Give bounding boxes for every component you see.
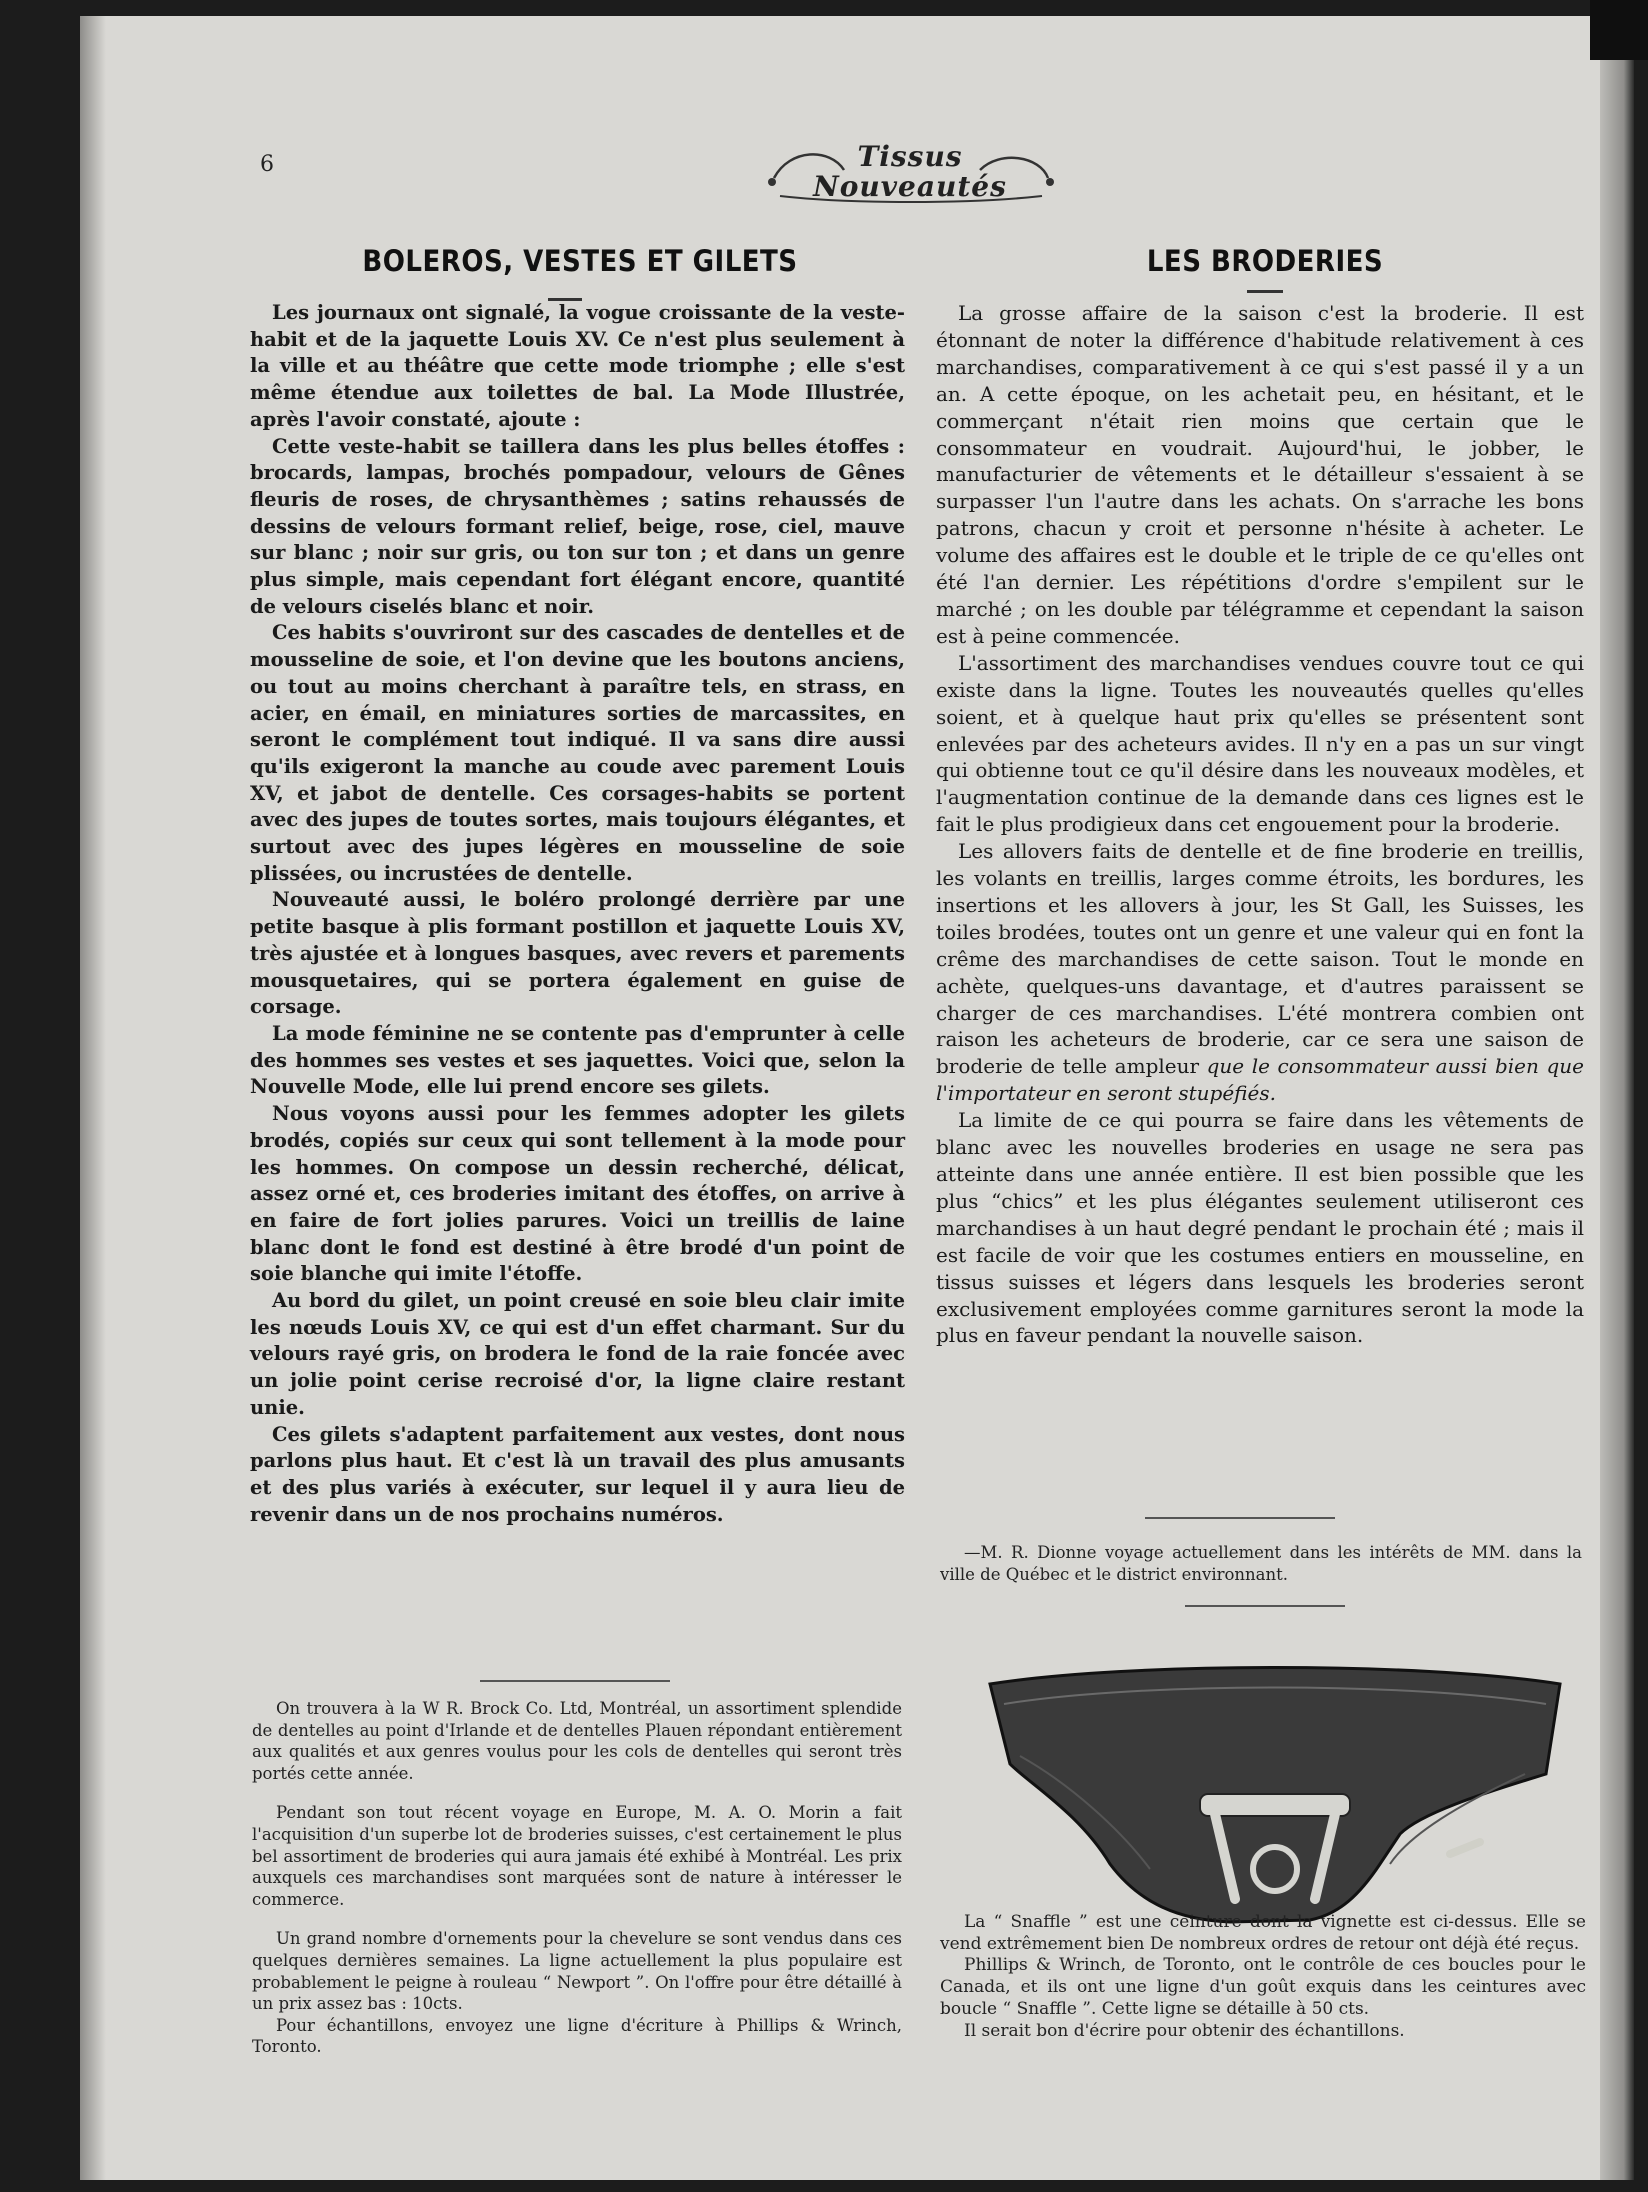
belt-image bbox=[980, 1664, 1570, 1924]
right-divider-2 bbox=[1185, 1605, 1345, 1607]
left-article bbox=[250, 300, 905, 1528]
caption-text: Il serait bon d'écrire pour obtenir des échantillons. bbox=[964, 2020, 1405, 2041]
left-paragraph: Nous voyons aussi pour les femmes adopter les gilets brodés, copiés sur ceux qui sont tellement à la mode pour les hommes. On compose un dessin recherché, délicat, assez orné et, ces broderies imitant des étoffes, on arrive à en faire de fort jolies parures. Voici un treillis de laine blanc dont le fond est destiné à être brodé d'un point de soie blanche qui imite l'étoffe. bbox=[250, 1102, 905, 1286]
masthead-line-1: Tissus bbox=[857, 140, 963, 173]
right-paragraph-text: Les allovers faits de dentelle et de fine broderie en treillis, les volants en treillis, larges comme étroits, les bordures, les insertions et les allovers à jour, les St Gall, les Suisses, les toiles brodées, toutes ont un genre et une valeur qui en font la crême des marchandises de cette saison. Tout le monde en achète, quelques-uns davantage, et d'autres paraissent se charger de ces marchandises. L'été montrera combien ont raison les acheteurs de broderie, car ce sera une saison de broderie de telle ampleur bbox=[936, 839, 1584, 1079]
left-divider bbox=[480, 1680, 670, 1682]
left-heading: BOLEROS, VESTES ET GILETS bbox=[362, 244, 798, 278]
left-paragraph: Ces habits s'ouvriront sur des cascades de dentelles et de mousseline de soie, et l'on devine que les boutons anciens, ou tout au moins cherchant à paraître tels, en strass, en acier, en émail, en miniatures sorties de marcassites, en seront le complément tout indiqué. Il va sans dire aussi qu'ils exigeront la manche au coude avec parement Louis XV, et jabot de dentelle. Ces corsages-habits se portent avec des jupes de toutes sortes, mais toujours élégantes, et surtout avec des jupes légères en mousseline de soie plissées, ou incrustées de dentelle. bbox=[250, 621, 905, 885]
right-paragraph: La limite de ce qui pourra se faire dans les vêtements de blanc avec les nouvelles broderies en usage ne sera pas atteinte dans une année entière. Il est bien possible que les plus “chics” et les plus élégantes seulement utiliseront ces marchandises à un haut degré pendant le prochain été ; mais il est facile de voir que les costumes entiers en mousseline, en tissus suisses et légers dans lesquels les broderies seront exclusivement employées comme garnitures seront la mode la plus en faveur pendant la nouvelle saison. bbox=[936, 1108, 1584, 1348]
left-paragraph: Au bord du gilet, un point creusé en soie bleu clair imite les nœuds Louis XV, ce qui est d'un effet charmant. Sur du velours rayé gris, on brodera le fond de la raie foncée avec un jolie point cerise recroisé d'or, la ligne claire restant unie. bbox=[250, 1289, 905, 1419]
left-paragraph: Les journaux ont signalé, la vogue croissante de la veste-habit et de la jaquette Louis XV. Ce n'est plus seulement à la ville et au théâtre que cette mode triomphe ; elle s'est même étendue aux toilettes de bal. La Mode Illustrée, après l'avoir constaté, ajoute : bbox=[250, 301, 905, 431]
note-text: —M. R. Dionne voyage actuellement dans les intérêts de MM. dans la ville de Québec et le district environnant. bbox=[940, 1543, 1582, 1584]
left-paragraph: Nouveauté aussi, le boléro prolongé derrière par une petite basque à plis formant postillon et jaquette Louis XV, très ajustée et à longues basques, avec revers et parements mousquetaires, qui se portera également en guise de corsage. bbox=[250, 888, 905, 1019]
right-heading-rule bbox=[1247, 290, 1283, 293]
right-paragraph: La grosse affaire de la saison c'est la broderie. Il est étonnant de noter la différence d'habitude relativement à ces marchandises, comparativement à ce qui s'est passé il y a un an. A cette époque, on les achetait peu, en hésitant, et le commerçant n'était rien moins que certain que le consommateur en voudrait. Aujourd'hui, le jobber, le manufacturier de vêtements et le détailleur s'essaient à se surpasser l'un l'autre dans les achats. On s'arrache les bons patrons, chacun y croit et personne n'hésite à acheter. Le volume des affaires est le double et le triple de ce qu'elles ont été l'an dernier. Les répétitions d'ordre s'empilent sur le marché ; on les double par télégramme et cependant la saison est à peine commencée. bbox=[936, 301, 1584, 648]
note-text: On trouvera à la W R. Brock Co. Ltd, Montréal, un assortiment splendide de dentelles au point d'Irlande et de dentelles Plauen répondant entièrement aux qualités et aux genres voulus pour les cols de dentelles qui seront très portés cette année. bbox=[252, 1699, 902, 1783]
page-corner bbox=[1590, 0, 1648, 60]
page-number: 6 bbox=[260, 152, 274, 177]
page-gutter-shadow bbox=[80, 16, 106, 2180]
left-paragraph: La mode féminine ne se contente pas d'emprunter à celle des hommes ses vestes et ses jaquettes. Voici que, selon la Nouvelle Mode, elle lui prend encore ses gilets. bbox=[250, 1021, 905, 1099]
page-edge bbox=[1600, 16, 1634, 2180]
note-brock bbox=[252, 1698, 902, 1784]
note-text: Un grand nombre d'ornements pour la chevelure se sont vendus dans ces quelques dernières semaines. La ligne actuellement la plus populaire est probablement le peigne à rouleau “ Newport ”. On l'offre pour être détaillé à un prix assez bas : 10cts. bbox=[252, 1929, 902, 2014]
masthead-line-2: Nouveautés bbox=[813, 170, 1007, 203]
left-notes bbox=[252, 1698, 902, 2076]
dionne-note bbox=[940, 1542, 1582, 1586]
left-paragraph: Cette veste-habit se taillera dans les plus belles étoffes : brocards, lampas, brochés pompadour, velours de Gênes fleuris de roses, de chrysanthèmes ; satins rehaussés de dessins de velours formant relief, beige, rose, ciel, mauve sur blanc ; noir sur gris, ou ton sur ton ; et dans un genre plus simple, mais cependant fort élégant encore, quantité de velours ciselés blanc et noir. bbox=[250, 434, 905, 618]
caption-text: Phillips & Wrinch, de Toronto, ont le contrôle de ces boucles pour le Canada, et ils ont une ligne d'un goût exquis dans les ceintures avec boucle “ Snaffle ”. Cette ligne se détaille à 50 cts. bbox=[940, 1955, 1586, 2019]
right-heading: LES BRODERIES bbox=[1146, 244, 1384, 278]
left-paragraph: Ces gilets s'adaptent parfaitement aux vestes, dont nous parlons plus haut. Et c'est là un travail des plus amusants et des plus variés à exécuter, sur lequel il y aura lieu de revenir dans un de nos prochains numéros. bbox=[250, 1422, 905, 1526]
right-article bbox=[936, 300, 1584, 1349]
right-divider bbox=[1145, 1517, 1335, 1519]
right-paragraph-italic: que le consommateur aussi bien que l'importateur en seront stupéfiés. bbox=[936, 1054, 1584, 1106]
caption-text: La “ Snaffle ” est une ceinture dont la vignette est ci-dessus. Elle se vend extrêmement bien De nombreux ordres de retour ont déjà été reçus. bbox=[940, 1912, 1586, 1954]
belt-caption bbox=[940, 1912, 1586, 2042]
belt-illustration bbox=[980, 1664, 1570, 1924]
masthead-logo bbox=[760, 138, 1060, 208]
note-text: Pour échantillons, envoyez une ligne d'écriture à Phillips & Wrinch, Toronto. bbox=[252, 2015, 902, 2057]
note-newport bbox=[252, 1928, 902, 2058]
note-text: Pendant son tout récent voyage en Europe, M. A. O. Morin a fait l'acquisition d'un superbe lot de broderies suisses, c'est certainement le plus bel assortiment de broderies qui aura jamais été exhibé à Montréal. Les prix auxquels ces marchandises sont marquées sont de nature à intéresser le commerce. bbox=[252, 1803, 902, 1909]
right-paragraph: L'assortiment des marchandises vendues couvre tout ce qui existe dans la ligne. Toutes les nouveautés quelles qu'elles soient, et à quelque haut prix qu'elles se présentent sont enlevées par des acheteurs avides. Il n'y en a pas un sur vingt qui obtienne tout ce qu'il désire dans les nouveaux modèles, et l'augmentation continue de la demande dans ces lignes est le fait le plus prodigieux dans cet engouement pour la broderie. bbox=[936, 650, 1584, 837]
note-morin bbox=[252, 1802, 902, 1910]
right-paragraph bbox=[936, 838, 1584, 1107]
